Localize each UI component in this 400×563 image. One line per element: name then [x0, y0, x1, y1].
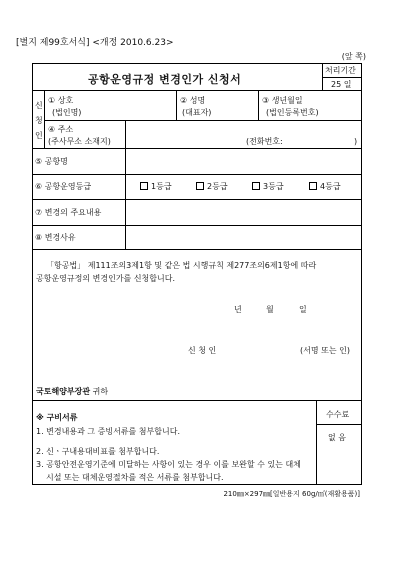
page-note: (앞 쪽): [341, 52, 366, 61]
trade-name-sublabel: (법인명): [52, 108, 82, 117]
applicant-side-label: 청: [35, 116, 43, 125]
checkbox-icon[interactable]: [196, 182, 204, 190]
row5-bottom-line: [32, 225, 362, 226]
title-bottom-line: [32, 90, 362, 91]
checkbox-icon[interactable]: [140, 182, 148, 190]
name-left-line: [176, 90, 177, 120]
date-year: 년: [234, 305, 242, 314]
birth-left-line: [258, 90, 259, 120]
recipient: [36, 387, 108, 396]
applicant-side-line: [44, 90, 45, 148]
form-title: 공항운영규정 변경인가 신청서: [88, 73, 242, 86]
representative-name-sublabel: (대표자): [182, 108, 212, 117]
processing-divider: [322, 77, 362, 78]
paper-size-note: 210㎜×297㎜[일반용지 60g/㎡(재활용품)]: [223, 490, 360, 498]
recipient-suffix: 귀하: [92, 387, 109, 396]
document-item: 시설 또는 대체운영절차를 적은 서류를 첨부합니다.: [46, 473, 224, 482]
document-item: 2. 신ㆍ구내용대비표를 첨부합니다.: [36, 447, 160, 456]
document-item: 3. 공항안전운영기준에 미달하는 사항이 있는 경우 이를 보완할 수 있는 대체: [36, 460, 301, 469]
reason-label: ⑧ 변경사유: [35, 233, 76, 242]
airport-grade-label: ⑥ 공항운영등급: [35, 182, 92, 191]
signature-note: (서명 또는 인): [300, 346, 350, 355]
grade-option-4[interactable]: 4등급: [309, 182, 341, 191]
fee-left-line: [316, 400, 317, 485]
fee-divider: [316, 424, 362, 425]
birth-date-label: ③ 생년월일: [262, 96, 303, 105]
row4-bottom-line: [32, 199, 362, 200]
birth-date-sublabel: (법인등록번호): [266, 108, 319, 117]
applicant-side-label: 인: [35, 131, 43, 140]
documents-heading: ※ 구비서류: [36, 413, 78, 422]
processing-label: 처리기간: [325, 66, 356, 75]
date-month: 월: [266, 305, 274, 314]
recipient-bottom-line: [32, 400, 362, 401]
phone-label: (전화번호:: [246, 137, 283, 146]
fee-value: 없 음: [328, 433, 346, 442]
processing-value: 25 일: [331, 80, 352, 89]
applicant-signature-label: 신 청 인: [188, 346, 217, 355]
fee-label: 수수료: [326, 410, 350, 419]
form-number: [별지 제99호서식] <개정 2010.6.23>: [16, 38, 174, 48]
applicant-side-label: 신: [35, 101, 43, 110]
row1-bottom-line: [44, 120, 362, 121]
declaration-line-2: 공항운영규정의 변경인가를 신청합니다.: [36, 274, 176, 283]
grade-option-1[interactable]: 1등급: [140, 182, 172, 191]
grade-option-2[interactable]: 2등급: [196, 182, 228, 191]
airport-name-label: ⑤ 공항명: [35, 157, 68, 166]
address-label: ④ 주소: [48, 125, 74, 134]
checkbox-icon[interactable]: [252, 182, 260, 190]
representative-name-label: ② 성명: [180, 96, 206, 105]
row2-bottom-line: [32, 148, 362, 149]
recipient-name: 국토해양부장관: [36, 387, 91, 396]
trade-name-label: ① 상호: [48, 96, 74, 105]
row6-bottom-line: [32, 249, 362, 250]
label-column-line: [125, 120, 126, 249]
row3-bottom-line: [32, 174, 362, 175]
processing-left-line: [322, 63, 323, 90]
main-changes-label: ⑦ 변경의 주요내용: [35, 208, 102, 217]
phone-close: ): [354, 137, 358, 146]
document-item: 1. 변경내용과 그 증빙서류를 첨부합니다.: [36, 427, 180, 436]
grade-option-3[interactable]: 3등급: [252, 182, 284, 191]
address-sublabel: (주사무소 소재지): [48, 137, 111, 146]
declaration-line-1: 「항공법」 제111조의3제1항 및 같은 법 시행규칙 제277조의6제1항에 따라: [46, 261, 317, 270]
checkbox-icon[interactable]: [309, 182, 317, 190]
date-day: 일: [299, 305, 307, 314]
